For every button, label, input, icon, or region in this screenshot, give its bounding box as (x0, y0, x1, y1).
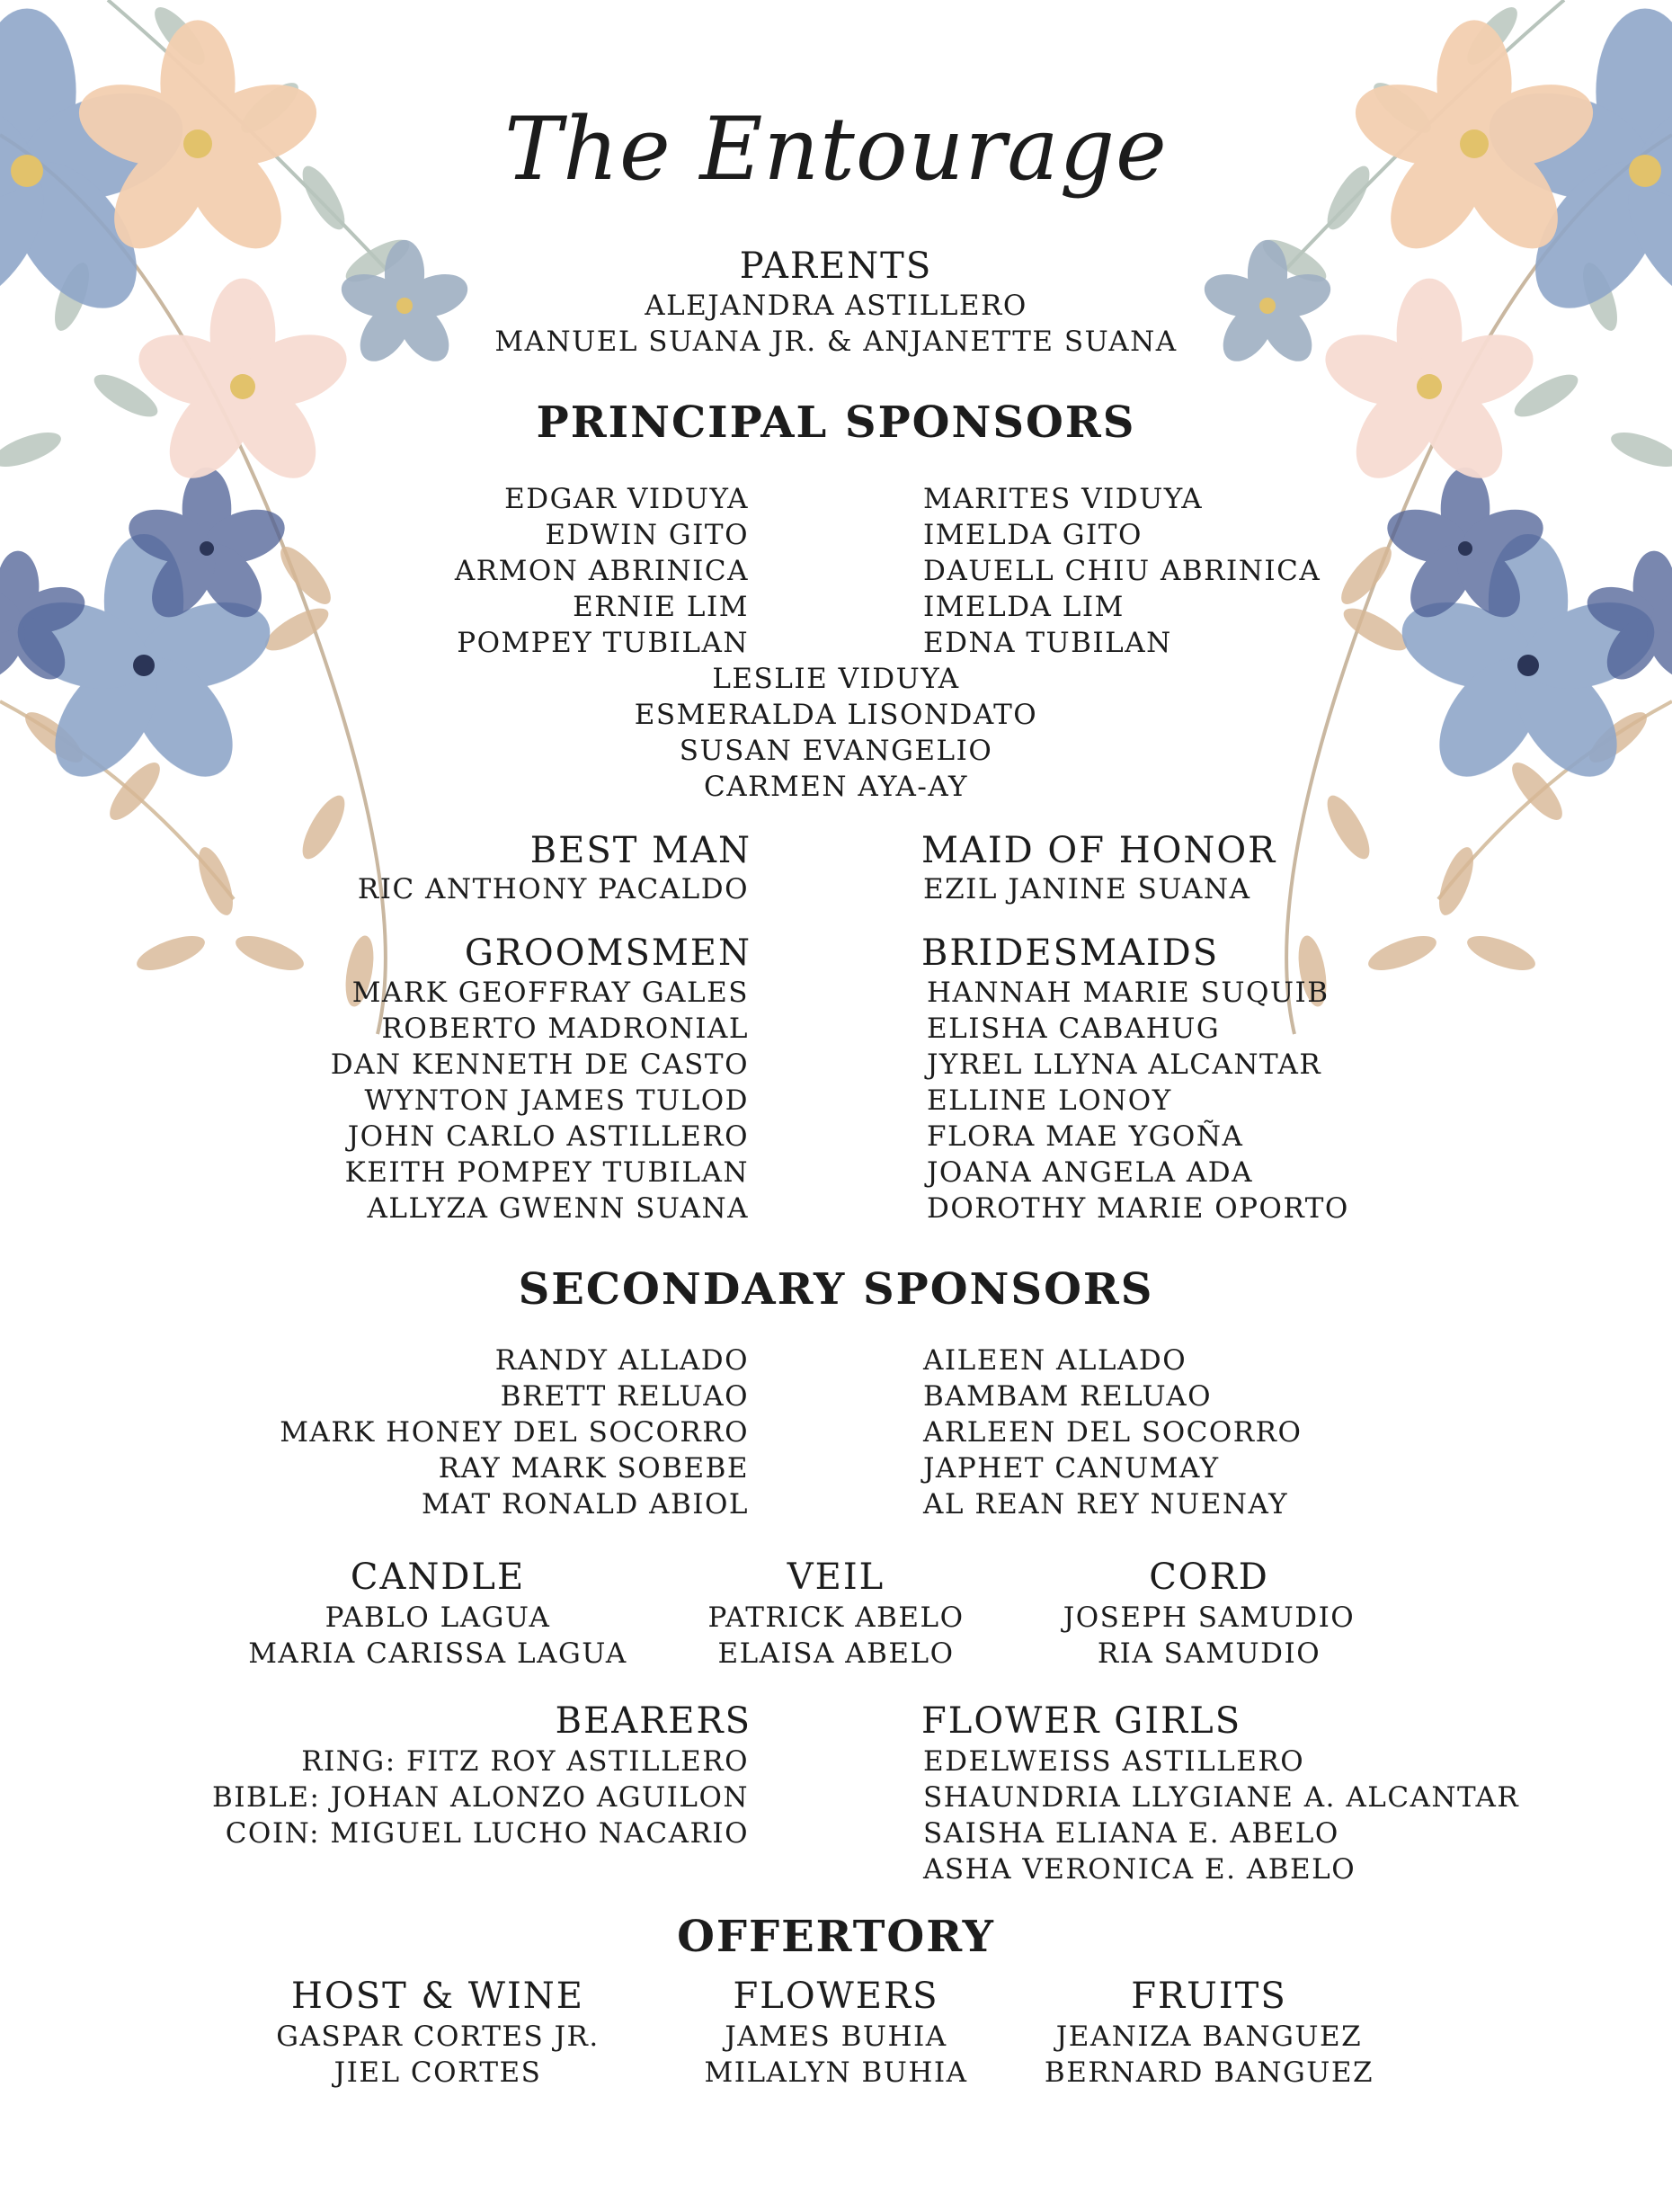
cord-heading: CORD (1149, 1556, 1269, 1598)
flower-girl: SAISHA ELIANA E. ABELO (923, 1817, 1339, 1850)
principal-sponsors-heading: PRINCIPAL SPONSORS (536, 397, 1136, 448)
candle-name: PABLO LAGUA (325, 1601, 551, 1634)
cord-name: RIA SAMUDIO (1097, 1637, 1321, 1670)
best-man-name: RIC ANTHONY PACALDO (357, 873, 749, 905)
principal-sponsor-right: MARITES VIDUYA (923, 483, 1204, 515)
flower-girl: EDELWEISS ASTILLERO (923, 1745, 1305, 1778)
principal-sponsor-right: DAUELL CHIU ABRINICA (923, 555, 1321, 587)
secondary-sponsor-left: RAY MARK SOBEBE (438, 1452, 749, 1485)
secondary-sponsor-right: AILEEN ALLADO (923, 1344, 1187, 1377)
principal-sponsor-right: EDNA TUBILAN (923, 627, 1172, 659)
bearer: BIBLE: JOHAN ALONZO AGUILON (211, 1781, 749, 1814)
principal-sponsor-left: ERNIE LIM (573, 591, 749, 623)
groomsman: KEITH POMPEY TUBILAN (344, 1156, 749, 1189)
groomsman: DAN KENNETH DE CASTO (330, 1048, 749, 1081)
secondary-sponsors-heading: SECONDARY SPONSORS (518, 1264, 1154, 1315)
fruits-heading: FRUITS (1131, 1976, 1287, 2017)
principal-sponsor-center: LESLIE VIDUYA (712, 663, 960, 695)
groomsman: WYNTON JAMES TULOD (364, 1084, 749, 1117)
secondary-sponsor-right: JAPHET CANUMAY (923, 1452, 1220, 1485)
flower-girl: ASHA VERONICA E. ABELO (923, 1853, 1356, 1886)
secondary-sponsor-left: BRETT RELUAO (500, 1380, 749, 1413)
candle-name: MARIA CARISSA LAGUA (248, 1637, 627, 1670)
candle-heading: CANDLE (350, 1556, 526, 1598)
secondary-sponsor-left: MARK HONEY DEL SOCORRO (280, 1416, 749, 1449)
flowers-name: JAMES BUHIA (725, 2020, 947, 2053)
principal-sponsor-left: ARMON ABRINICA (454, 555, 749, 587)
groomsman: ROBERTO MADRONIAL (381, 1012, 749, 1045)
host-wine-name: GASPAR CORTES JR. (276, 2020, 600, 2053)
bearer: COIN: MIGUEL LUCHO NACARIO (225, 1817, 749, 1850)
groomsman: ALLYZA GWENN SUANA (367, 1192, 749, 1225)
maid-of-honor-heading: MAID OF HONOR (921, 830, 1277, 871)
bridesmaid: JYREL LLYNA ALCANTAR (927, 1048, 1322, 1081)
host-wine-heading: HOST & WINE (291, 1976, 584, 2017)
principal-sponsor-right: IMELDA GITO (923, 519, 1143, 551)
flowers-heading: FLOWERS (733, 1976, 939, 2017)
best-man-heading: BEST MAN (529, 830, 752, 871)
flower-girls-heading: FLOWER GIRLS (921, 1700, 1242, 1742)
principal-sponsor-center: SUSAN EVANGELIO (679, 735, 993, 767)
groomsman: MARK GEOFFRAY GALES (351, 977, 749, 1009)
groomsman: JOHN CARLO ASTILLERO (347, 1120, 749, 1153)
offertory-heading: OFFERTORY (677, 1912, 995, 1962)
bridesmaid: DOROTHY MARIE OPORTO (927, 1192, 1349, 1225)
secondary-sponsor-right: BAMBAM RELUAO (923, 1380, 1213, 1413)
bridesmaid: JOANA ANGELA ADA (927, 1156, 1253, 1189)
principal-sponsor-left: POMPEY TUBILAN (457, 627, 749, 659)
groomsmen-heading: GROOMSMEN (464, 932, 752, 974)
secondary-sponsor-left: MAT RONALD ABIOL (422, 1488, 749, 1521)
bridesmaid: ELLINE LONOY (927, 1084, 1172, 1117)
principal-sponsor-center: ESMERALDA LISONDATO (634, 699, 1038, 731)
cord-name: JOSEPH SAMUDIO (1063, 1601, 1356, 1634)
host-wine-name: JIEL CORTES (334, 2056, 542, 2089)
veil-name: PATRICK ABELO (707, 1601, 965, 1634)
bridesmaid: FLORA MAE YGOÑA (927, 1120, 1244, 1153)
veil-heading: VEIL (787, 1556, 885, 1598)
veil-name: ELAISA ABELO (717, 1637, 955, 1670)
principal-sponsor-center: CARMEN AYA-AY (704, 771, 968, 803)
fruits-name: BERNARD BANGUEZ (1044, 2056, 1374, 2089)
secondary-sponsor-right: ARLEEN DEL SOCORRO (923, 1416, 1303, 1449)
bearers-heading: BEARERS (555, 1700, 752, 1742)
bearer: RING: FITZ ROY ASTILLERO (301, 1745, 749, 1778)
flowers-name: MILALYN BUHIA (704, 2056, 968, 2089)
maid-of-honor-name: EZIL JANINE SUANA (923, 873, 1251, 905)
parents-heading: PARENTS (739, 245, 933, 287)
secondary-sponsor-right: AL REAN REY NUENAY (923, 1488, 1289, 1521)
parents-name: ALEJANDRA ASTILLERO (645, 290, 1027, 322)
bridesmaids-heading: BRIDESMAIDS (921, 932, 1220, 974)
principal-sponsor-right: IMELDA LIM (923, 591, 1125, 623)
secondary-sponsor-left: RANDY ALLADO (494, 1344, 749, 1377)
principal-sponsor-left: EDWIN GITO (545, 519, 749, 551)
bridesmaid: ELISHA CABAHUG (927, 1012, 1221, 1045)
bridesmaid: HANNAH MARIE SUQUIB (927, 977, 1330, 1009)
flower-girl: SHAUNDRIA LLYGIANE A. ALCANTAR (923, 1781, 1520, 1814)
page-title: The Entourage (504, 99, 1168, 200)
parents-name: MANUEL SUANA JR. & ANJANETTE SUANA (494, 326, 1178, 358)
principal-sponsor-left: EDGAR VIDUYA (504, 483, 749, 515)
fruits-name: JEANIZA BANGUEZ (1055, 2020, 1363, 2053)
